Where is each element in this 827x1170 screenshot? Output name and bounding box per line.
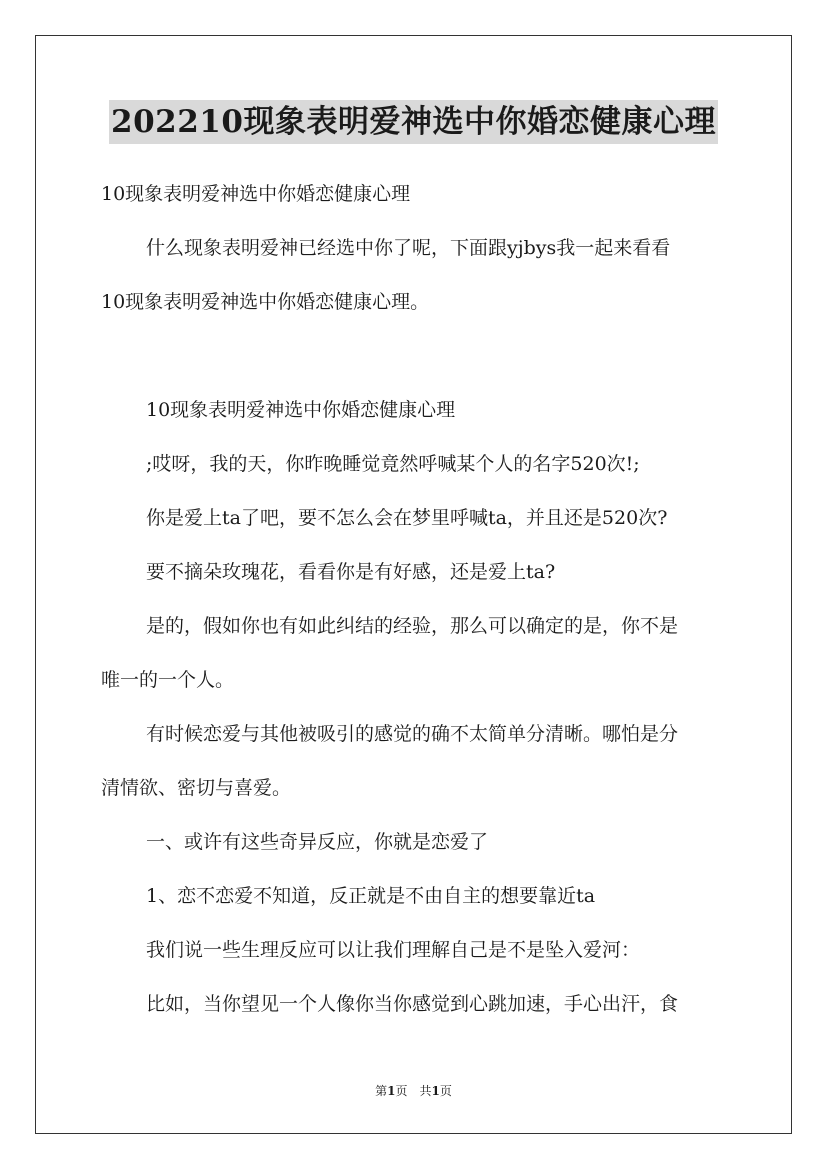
text-line: 比如，当你望见一个人像你当你感觉到心跳加速，手心出汗，食 (146, 993, 679, 1015)
text-line: 唯一的一个人。 (101, 669, 235, 691)
text-line: ;哎呀，我的天，你昨晚睡觉竟然呼喊某个人的名字520次!; (146, 453, 640, 475)
footer-total-pages: 1 (431, 1084, 440, 1098)
text-line: 你是爱上ta了吧，要不怎么会在梦里呼喊ta，并且还是520次? (146, 507, 668, 529)
footer-page-number: 1 (387, 1084, 396, 1098)
text-line: 10现象表明爱神选中你婚恋健康心理。 (101, 291, 430, 313)
text-line: 是的，假如你也有如此纠结的经验，那么可以确定的是，你不是 (146, 615, 679, 637)
text-line: 一、或许有这些奇异反应，你就是恋爱了 (146, 831, 489, 853)
text-line: 清情欲、密切与喜爱。 (101, 777, 292, 799)
text-line: 要不摘朵玫瑰花，看看你是有好感，还是爱上ta? (146, 561, 556, 583)
footer-page-prefix: 第 (375, 1084, 388, 1098)
text-line: 10现象表明爱神选中你婚恋健康心理 (101, 183, 411, 205)
footer-page-mid: 页 共 (395, 1084, 432, 1098)
text-line: 什么现象表明爱神已经选中你了呢，下面跟yjbys我一起来看看 (146, 237, 671, 259)
page-footer (0, 1082, 827, 1100)
title-block (0, 100, 827, 144)
text-line: 1、恋不恋爱不知道，反正就是不由自主的想要靠近ta (146, 885, 596, 907)
text-line: 有时候恋爱与其他被吸引的感觉的确不太简单分清晰。哪怕是分 (146, 723, 679, 745)
document-title: 202210现象表明爱神选中你婚恋健康心理 (109, 100, 718, 144)
text-line: 我们说一些生理反应可以让我们理解自己是不是坠入爱河： (146, 939, 641, 961)
footer-page-suffix: 页 (439, 1084, 452, 1098)
text-line: 10现象表明爱神选中你婚恋健康心理 (146, 399, 456, 421)
